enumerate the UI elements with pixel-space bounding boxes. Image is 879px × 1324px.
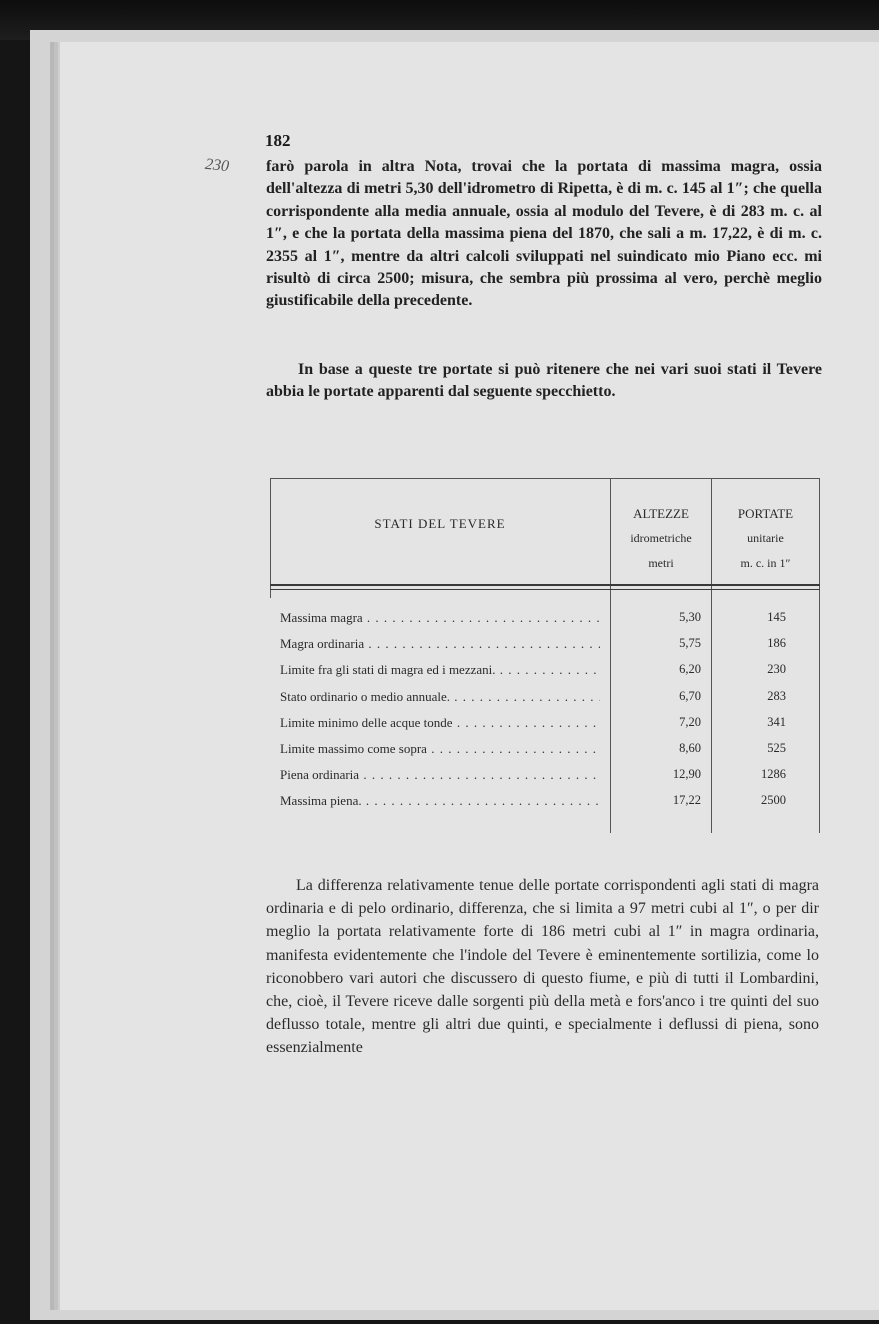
row-state: Limite minimo delle acque tonde . . . xyxy=(280,715,600,730)
paragraph-3: La differenza relativamente tenue delle portate corrispondenti agli stati di magra ordinaria e di pelo ordinario, differenza, che si limita a 97 metri cubi al 1″, o per dir meglio la portata relativamente forte di 186 metri cubi al 1″ in magra ordinaria, manifesta evidentemente che l'indole del Tevere è eminentemente sortilizia, come lo riconobbero vari autori che discussero di questo fiume, e più di tutti il Lombardini, che, cioè, il Tevere riceve dalle sorgenti più della metà e fors'anco i tre quinti del suo deflusso totale, mentre gli altri due quinti, e specialmente i deflussi di piena, sono essenzialmente xyxy=(266,877,819,1057)
row-state: Magra ordinaria . . . xyxy=(280,636,600,651)
header-portate xyxy=(712,501,819,576)
table-body xyxy=(270,606,820,816)
row-altezza: 7,20 xyxy=(679,714,701,729)
header-altezze-unit: metri xyxy=(648,556,674,570)
table-top-rule xyxy=(270,478,820,479)
stati-tevere-table xyxy=(270,478,820,833)
table-row xyxy=(270,606,820,632)
header-portate-title: PORTATE xyxy=(737,506,794,521)
table-row xyxy=(270,658,820,684)
table-header-rule xyxy=(270,589,820,590)
paragraph-2: In base a queste tre portate si può ritenere che nei vari suoi stati il Tevere abbia le portate apparenti dal seguente specchietto. xyxy=(266,361,822,401)
table-row xyxy=(270,737,820,763)
header-stati: STATI DEL TEVERE xyxy=(374,516,506,531)
row-portata: 2500 xyxy=(761,793,786,808)
margin-handwritten-note: 230 xyxy=(204,155,230,176)
row-state: Massima piena. . . . xyxy=(280,793,600,808)
row-portata: 186 xyxy=(767,636,786,651)
table-row xyxy=(270,632,820,658)
paragraph-1: farò parola in altra Nota, trovai che la portata di massima magra, ossia dell'altezza di metri 5,30 dell'idrometro di Ripetta, è di m. c. 145 al 1″; che quella corrispondente alla media annuale, ossia al modulo del Tevere, è di 283 m. c. al 1″, e che la portata della massima piena del 1870, che sali a m. 17,22, è di m. c. 2355 al 1″, mentre da altri calcoli sviluppati nel suindicato mio Piano ecc. mi risultò di circa 2500; misura, che sembra più prossima al vero, perchè meglio giustificabile della precedente. xyxy=(266,158,822,310)
row-state: Limite fra gli stati di magra ed i mezzani. . . . xyxy=(280,662,600,677)
table-row xyxy=(270,763,820,789)
header-altezze-title: ALTEZZE xyxy=(633,506,689,521)
table-left-rule xyxy=(270,478,271,598)
row-state: Massima magra . . . xyxy=(280,610,600,625)
row-portata: 283 xyxy=(767,688,786,703)
row-portata: 1286 xyxy=(761,767,786,782)
header-portate-sub: unitarie xyxy=(747,531,784,545)
header-altezze-sub: idrometriche xyxy=(630,531,692,545)
header-portate-unit: m. c. in 1″ xyxy=(740,556,791,570)
row-altezza: 8,60 xyxy=(679,740,701,755)
row-state: Limite massimo come sopra . . . xyxy=(280,741,600,756)
table-row xyxy=(270,789,820,815)
page-number: 182 xyxy=(265,131,291,150)
row-portata: 145 xyxy=(767,610,786,624)
row-altezza: 12,90 xyxy=(672,767,701,782)
table-row xyxy=(270,685,820,711)
row-portata: 230 xyxy=(767,662,786,677)
header-altezze xyxy=(611,501,711,576)
row-portata: 525 xyxy=(767,740,786,755)
row-altezza: 6,70 xyxy=(679,688,701,703)
row-altezza: 5,75 xyxy=(679,636,701,651)
row-altezza: 5,30 xyxy=(679,610,701,624)
row-altezza: 17,22 xyxy=(672,793,701,808)
row-altezza: 6,20 xyxy=(679,662,701,677)
table-header-rule xyxy=(270,584,820,586)
table-row xyxy=(270,711,820,737)
row-state: Stato ordinario o medio annuale. . . . xyxy=(280,689,600,704)
row-portata: 341 xyxy=(767,714,786,729)
row-state: Piena ordinaria . . . xyxy=(280,767,600,782)
